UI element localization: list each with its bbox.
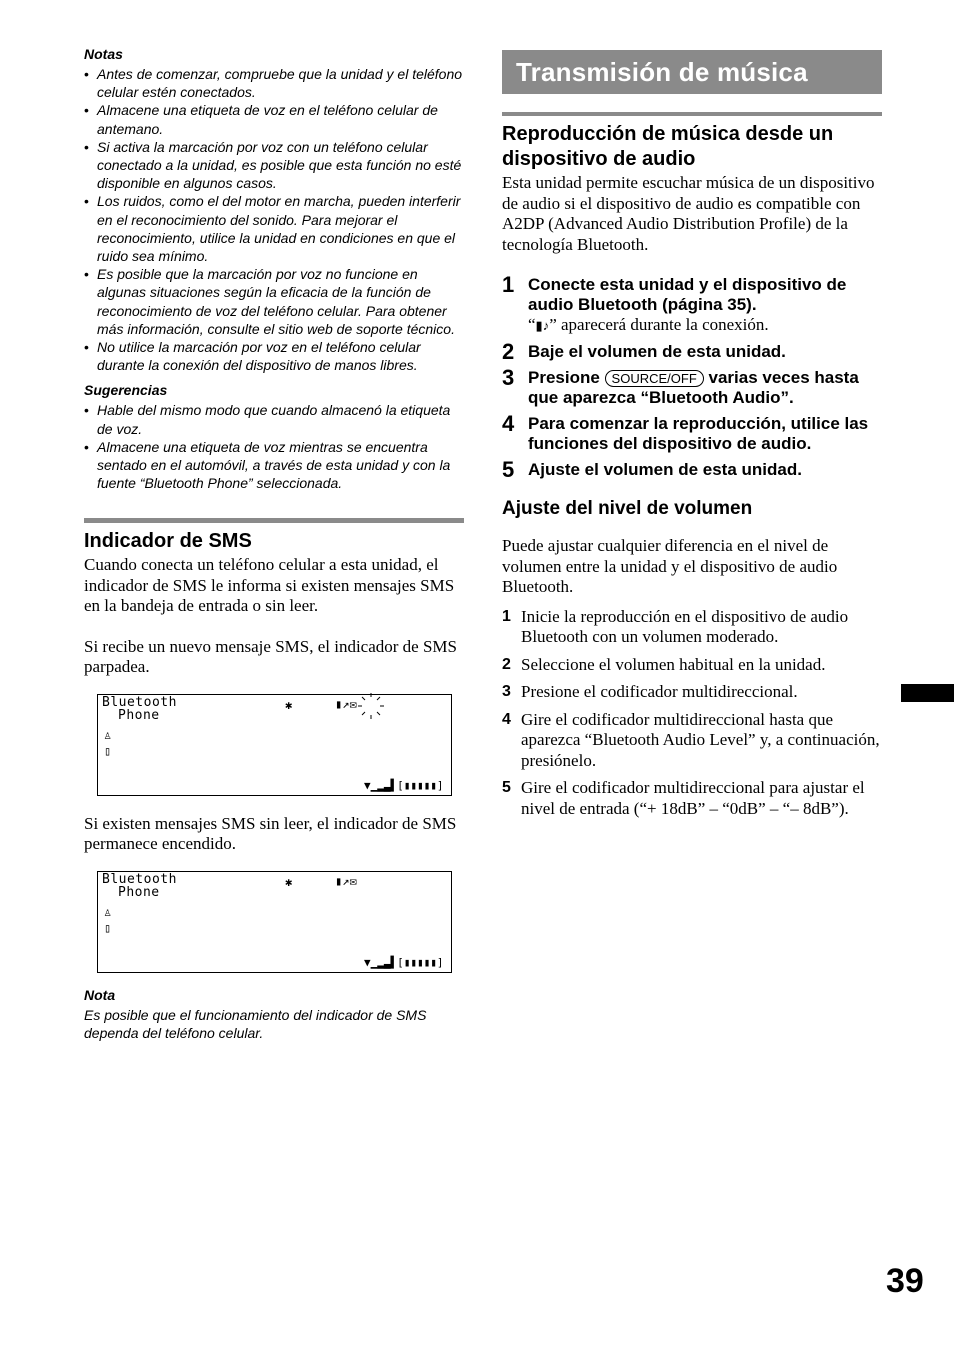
page-number: 39 bbox=[886, 1262, 924, 1300]
tips-list bbox=[84, 401, 464, 492]
lcd-line1: Bluetooth bbox=[102, 694, 177, 710]
tip-item: • Hable del mismo modo que cuando almacenó la etiqueta de voz. bbox=[84, 401, 464, 437]
notes-title: Notas bbox=[84, 46, 123, 62]
step-item bbox=[502, 365, 882, 408]
signal-battery-icon: ▼▁▂▃▌[▮▮▮▮▮] bbox=[364, 955, 444, 969]
tip-item: • Almacene una etiqueta de voz mientras se encuentra sentado en el automóvil, a través de esta unidad y con la fuente “Bluetooth Phone” seleccionada. bbox=[84, 438, 464, 493]
sms-paragraph: Cuando conecta un teléfono celular a esta unidad, el indicador de SMS le informa si existen mensajes SMS en la bandeja de entrada o sin leer. bbox=[84, 555, 455, 616]
step-text: Baje el volumen de esta unidad. bbox=[528, 342, 786, 361]
lcd-display-blinking bbox=[97, 694, 452, 796]
note-item: • Si activa la marcación por voz con un teléfono celular conectado a la unidad, es posible que esta función no esté disponible en algunos casos. bbox=[84, 138, 464, 193]
volume-intro: Puede ajustar cualquier diferencia en el nivel de volumen entre la unidad y el dispositivo de audio Bluetooth. bbox=[502, 536, 838, 596]
lcd-line2: Phone bbox=[118, 707, 160, 723]
tips-title: Sugerencias bbox=[84, 382, 168, 399]
bluetooth-icon: ✱ bbox=[285, 697, 293, 712]
note-item: • No utilice la marcación por voz en el teléfono celular durante la conexión del dispositivo de manos libres. bbox=[84, 338, 464, 374]
chapter-tab-marker bbox=[901, 684, 954, 702]
volume-step: 2 Seleccione el volumen habitual en la unidad. bbox=[502, 654, 826, 674]
step-text: Presione SOURCE/OFF varias veces hasta que aparezca “Bluetooth Audio”. bbox=[528, 368, 859, 407]
left-column bbox=[84, 46, 464, 1042]
step-item bbox=[502, 339, 882, 364]
bluetooth-audio-icon: ▮♪ bbox=[535, 318, 550, 333]
notes-list bbox=[84, 65, 464, 374]
nota-text: Es posible que el funcionamiento del indicador de SMS dependa del teléfono celular. bbox=[84, 1006, 427, 1041]
step-item bbox=[502, 272, 882, 336]
intro-paragraph: Esta unidad permite escuchar música de un dispositivo de audio si el dispositivo de audio es compatible con A2DP (Advanced Audio Distribution Profile) de la tecnología Bluetooth. bbox=[502, 173, 875, 254]
phone-sms-icon: ▮↗✉ bbox=[335, 873, 357, 888]
phone-sms-icon: ▮↗✉ bbox=[335, 696, 357, 711]
volume-step: 5 Gire el codificador multidireccional para ajustar el nivel de entrada (“+ 18dB” – “0dB” – “– 8dB”). bbox=[502, 778, 865, 818]
phone-icon: ▯ bbox=[104, 743, 112, 758]
user-icon: ♙ bbox=[104, 904, 112, 919]
volume-heading: Ajuste del nivel de volumen bbox=[502, 498, 753, 519]
sms-paragraph: Si existen mensajes SMS sin leer, el indicador de SMS permanece encendido. bbox=[84, 813, 457, 854]
volume-step: 3 Presione el codificador multidireccional. bbox=[502, 682, 798, 701]
step-number: 4 bbox=[502, 411, 515, 436]
phone-icon: ▯ bbox=[104, 920, 112, 935]
sms-heading: Indicador de SMS bbox=[84, 530, 252, 553]
step-subtext: “▮♪” aparecerá durante la conexión. bbox=[528, 315, 769, 334]
step-number: 2 bbox=[502, 339, 515, 364]
source-off-button: SOURCE/OFF bbox=[605, 370, 704, 387]
bluetooth-icon: ✱ bbox=[285, 874, 293, 889]
section-banner: Transmisión de música bbox=[502, 50, 882, 94]
sub-heading: Reproducción de música desde un dispositivo de audio bbox=[502, 123, 834, 170]
step-item bbox=[502, 411, 882, 454]
nota-title: Nota bbox=[84, 986, 116, 1003]
note-item: • Los ruidos, como el del motor en marcha, pueden interferir en el reconocimiento del sonido. Para mejorar el reconocimiento, utilice la unidad en condiciones en que el ruido sea mínimo. bbox=[84, 192, 464, 265]
section-divider bbox=[84, 518, 464, 523]
volume-step: 1 Inicie la reproducción en el dispositivo de audio Bluetooth con un volumen moderado. bbox=[502, 606, 849, 646]
user-icon: ♙ bbox=[104, 727, 112, 742]
note-item: • Almacene una etiqueta de voz en el teléfono celular de antemano. bbox=[84, 101, 464, 137]
step-text: Conecte esta unidad y el dispositivo de audio Bluetooth (página 35). bbox=[528, 275, 847, 314]
sms-paragraph: Si recibe un nuevo mensaje SMS, el indicador de SMS parpadea. bbox=[84, 636, 458, 677]
step-text: Para comenzar la reproducción, utilice las funciones del dispositivo de audio. bbox=[528, 414, 869, 453]
lcd-display-steady bbox=[97, 871, 452, 973]
step-number: 1 bbox=[502, 272, 515, 297]
lcd-line1: Bluetooth bbox=[102, 871, 177, 887]
note-item: • Es posible que la marcación por voz no funcione en algunas situaciones según la eficacia de la función de reconocimiento de voz del teléfono celular. Para obtener más información, consulte el sitio web de soporte técnico. bbox=[84, 265, 464, 338]
lcd-line2: Phone bbox=[118, 884, 160, 900]
step-number: 3 bbox=[502, 365, 515, 390]
step-number: 5 bbox=[502, 457, 515, 482]
section-divider bbox=[502, 112, 882, 116]
right-column bbox=[502, 50, 882, 819]
volume-step: 4 Gire el codificador multidireccional hasta que aparezca “Bluetooth Audio Level” y, a continuación, presiónelo. bbox=[502, 709, 880, 770]
blink-rays-icon bbox=[356, 691, 386, 721]
step-text: Ajuste el volumen de esta unidad. bbox=[528, 460, 802, 479]
step-item bbox=[502, 457, 882, 482]
note-item: • Antes de comenzar, compruebe que la unidad y el teléfono celular estén conectados. bbox=[84, 65, 464, 101]
signal-battery-icon: ▼▁▂▃▌[▮▮▮▮▮] bbox=[364, 778, 444, 792]
